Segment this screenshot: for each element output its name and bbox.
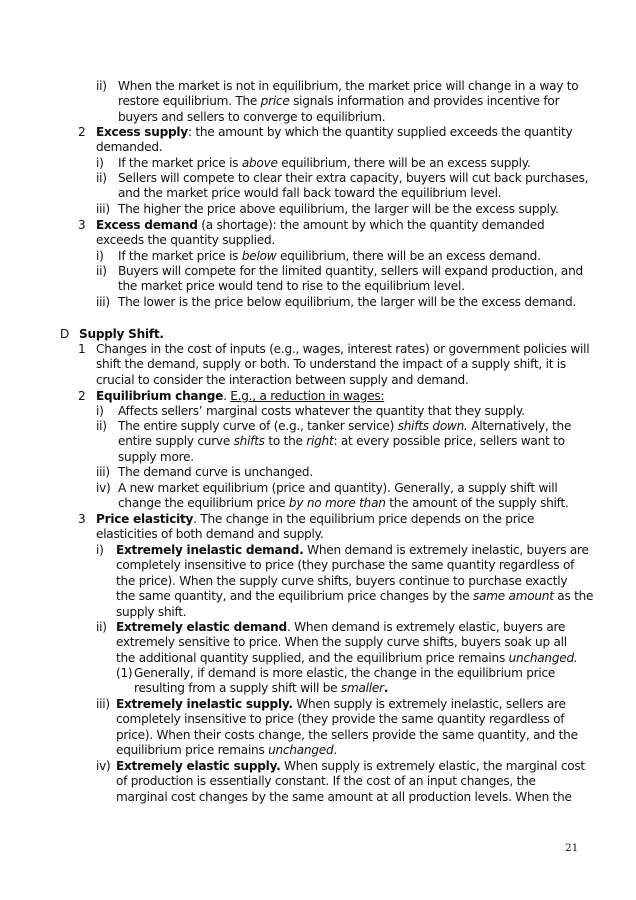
text-line — [116, 574, 567, 589]
text-line — [116, 651, 577, 666]
text-line — [116, 635, 567, 650]
list-marker: 3 — [78, 218, 86, 232]
text-line — [96, 125, 572, 140]
text-run: . — [333, 743, 337, 758]
text-line — [116, 743, 337, 758]
emphasis-text: unchanged. — [508, 650, 578, 665]
text-run: Changes in the cost of inputs (e.g., wages, interest rates) or government policies will — [96, 342, 590, 356]
text-line — [96, 218, 544, 233]
text-line — [118, 110, 385, 125]
text-run: as the — [553, 589, 594, 604]
bold-term: Extremely inelastic supply. — [116, 697, 293, 711]
text-run: marginal cost changes by the same amount at all production levels. When the — [116, 789, 572, 804]
text-run: If the market price is — [118, 156, 242, 170]
text-run: (a shortage): the amount by which the quantity demanded — [197, 218, 545, 232]
text-run: When supply is extremely inelastic, sellers are — [292, 697, 566, 711]
text-run: price). When their costs change, the sellers provide the same quantity, and the — [116, 727, 578, 742]
list-marker: ii) — [96, 620, 107, 634]
text-line — [116, 774, 536, 789]
text-run: . When demand is extremely elastic, buyers are — [286, 620, 566, 634]
text-line — [118, 434, 565, 449]
text-line — [116, 728, 578, 743]
text-line — [116, 697, 566, 712]
list-marker: i) — [96, 156, 104, 170]
text-run: Buyers will compete for the limited quantity, sellers will expand production, and — [118, 264, 583, 278]
text-run: restore equilibrium. The — [118, 94, 261, 109]
text-line — [96, 357, 566, 372]
list-marker: i) — [96, 404, 104, 418]
list-marker: iii) — [96, 295, 110, 309]
list-marker: iii) — [96, 202, 110, 216]
text-run: supply more. — [118, 449, 194, 464]
text-run: completely insensitive to price (they provide the same quantity regardless of — [116, 712, 565, 727]
list-marker: iv) — [96, 759, 111, 773]
text-line — [116, 712, 564, 727]
bold-term: Extremely elastic demand — [116, 620, 287, 634]
text-run: : the amount by which the quantity supplied exceeds the quantity — [187, 125, 573, 139]
text-line — [96, 512, 534, 527]
bold-term: Extremely elastic supply. — [116, 759, 281, 773]
bold-term: Supply Shift. — [79, 327, 164, 341]
text-run: elasticities of both demand and supply. — [96, 527, 324, 542]
text-run: Alternatively, the — [467, 419, 572, 433]
text-line — [116, 589, 593, 604]
text-run: the price). When the supply curve shifts, buyers continue to purchase exactly — [116, 573, 568, 588]
text-line — [116, 543, 589, 558]
text-line — [116, 759, 585, 774]
text-run: change the equilibrium price — [118, 496, 289, 511]
text-line — [118, 419, 571, 434]
text-line — [96, 389, 384, 404]
text-line — [134, 666, 555, 681]
text-line — [116, 558, 574, 573]
list-marker: ii) — [96, 171, 107, 185]
text-line — [118, 295, 576, 310]
emphasis-text: smaller — [340, 681, 384, 696]
text-run: equilibrium price remains — [116, 743, 269, 758]
text-line — [96, 527, 323, 542]
text-line — [118, 279, 465, 294]
text-line — [96, 373, 469, 388]
text-run: When the market is not in equilibrium, the market price will change in a way to — [118, 79, 579, 93]
text-run: the additional quantity supplied, and the equilibrium price remains — [116, 650, 509, 665]
bold-term: Excess supply — [96, 125, 188, 139]
emphasis-text: below — [241, 249, 277, 263]
text-run: Affects sellers’ marginal costs whatever the quantity that they supply. — [118, 404, 525, 418]
emphasis-text: price — [260, 94, 290, 109]
text-line — [79, 327, 164, 342]
text-run: equilibrium, there will be an excess demand. — [276, 249, 541, 263]
list-marker: 1 — [78, 342, 86, 356]
bold-term: . — [383, 681, 389, 696]
text-run: demanded. — [96, 140, 163, 155]
text-run: the same quantity, and the equilibrium price changes by the — [116, 589, 473, 604]
bold-term: Extremely inelastic demand. — [116, 543, 304, 557]
text-run: : at every possible price, sellers want to — [333, 434, 565, 449]
emphasis-text: by no more than — [288, 496, 386, 511]
text-run: exceeds the quantity supplied. — [96, 233, 275, 248]
list-marker: ii) — [96, 264, 107, 278]
underlined-text: E.g., a reduction in wages: — [230, 389, 385, 403]
emphasis-text: same amount — [473, 589, 554, 604]
text-run: signals information and provides incentive for — [289, 94, 560, 109]
list-marker: 2 — [78, 389, 86, 403]
list-marker: 2 — [78, 125, 86, 139]
text-run: completely insensitive to price (they purchase the same quantity regardless of — [116, 558, 575, 573]
text-run: entire supply curve — [118, 434, 234, 449]
emphasis-text: right — [306, 434, 334, 449]
text-run: crucial to consider the interaction between supply and demand. — [96, 372, 469, 387]
text-run: to the — [264, 434, 307, 449]
text-line — [96, 140, 162, 155]
text-run: If the market price is — [118, 249, 242, 263]
bold-term: Excess demand — [96, 218, 198, 232]
text-run: extremely sensitive to price. When the supply curve shifts, buyers soak up all — [116, 635, 567, 650]
text-run: of production is essentially constant. If the cost of an input changes, the — [116, 774, 536, 789]
list-marker: 3 — [78, 512, 86, 526]
list-marker: iii) — [96, 697, 110, 711]
text-line — [118, 249, 541, 264]
list-marker: ii) — [96, 419, 107, 433]
text-line — [118, 481, 557, 496]
text-line — [96, 342, 589, 357]
text-line — [118, 94, 559, 109]
text-line — [118, 171, 588, 186]
text-line — [116, 605, 186, 620]
text-line — [118, 156, 530, 171]
text-line — [116, 790, 572, 805]
text-run: Generally, if demand is more elastic, the change in the equilibrium price — [134, 666, 556, 680]
text-run: When supply is extremely elastic, the marginal cost — [280, 759, 585, 773]
text-line — [118, 496, 569, 511]
text-line — [118, 404, 525, 419]
text-run: the market price would tend to rise to the equilibrium level. — [118, 279, 465, 294]
text-line — [116, 620, 565, 635]
list-marker: ii) — [96, 79, 107, 93]
list-marker: i) — [96, 543, 104, 557]
emphasis-text: shifts — [233, 434, 265, 449]
bold-term: Equilibrium change — [96, 389, 224, 403]
list-marker: iv) — [96, 481, 111, 495]
text-run: A new market equilibrium (price and quantity). Generally, a supply shift will — [118, 481, 558, 495]
text-run: shift the demand, supply or both. To understand the impact of a supply shift, it is — [96, 357, 566, 372]
text-line — [118, 202, 559, 217]
list-marker: (1) — [116, 666, 133, 680]
emphasis-text: above — [241, 156, 278, 170]
text-line — [118, 450, 194, 465]
text-run: buyers and sellers to converge to equilibrium. — [118, 109, 386, 124]
text-run: When demand is extremely inelastic, buyers are — [303, 543, 589, 557]
page-number: 21 — [565, 842, 579, 854]
text-line — [118, 79, 578, 94]
list-marker: iii) — [96, 465, 110, 479]
text-run: The higher the price above equilibrium, the larger will be the excess supply. — [118, 202, 559, 216]
text-run: . — [223, 389, 231, 403]
text-run: resulting from a supply shift will be — [134, 681, 341, 696]
list-marker: i) — [96, 249, 104, 263]
text-run: Sellers will compete to clear their extra capacity, buyers will cut back purchases, — [118, 171, 589, 185]
text-line — [118, 264, 583, 279]
text-run: equilibrium, there will be an excess supply. — [277, 156, 531, 170]
emphasis-text: unchanged — [268, 743, 334, 758]
text-line — [118, 186, 501, 201]
text-run: The entire supply curve of (e.g., tanker service) — [118, 419, 398, 433]
text-run: . The change in the equilibrium price depends on the price — [193, 512, 535, 526]
text-run: The lower is the price below equilibrium, the larger will be the excess demand. — [118, 295, 577, 309]
text-line — [118, 465, 313, 480]
emphasis-text: shifts down. — [397, 419, 468, 433]
text-run: the amount of the supply shift. — [385, 496, 569, 511]
text-run: and the market price would fall back toward the equilibrium level. — [118, 186, 502, 201]
list-marker: D — [60, 327, 70, 341]
text-line — [96, 233, 275, 248]
text-run: The demand curve is unchanged. — [118, 465, 313, 479]
text-line — [134, 681, 388, 696]
text-run: supply shift. — [116, 604, 187, 619]
bold-term: Price elasticity — [96, 512, 194, 526]
